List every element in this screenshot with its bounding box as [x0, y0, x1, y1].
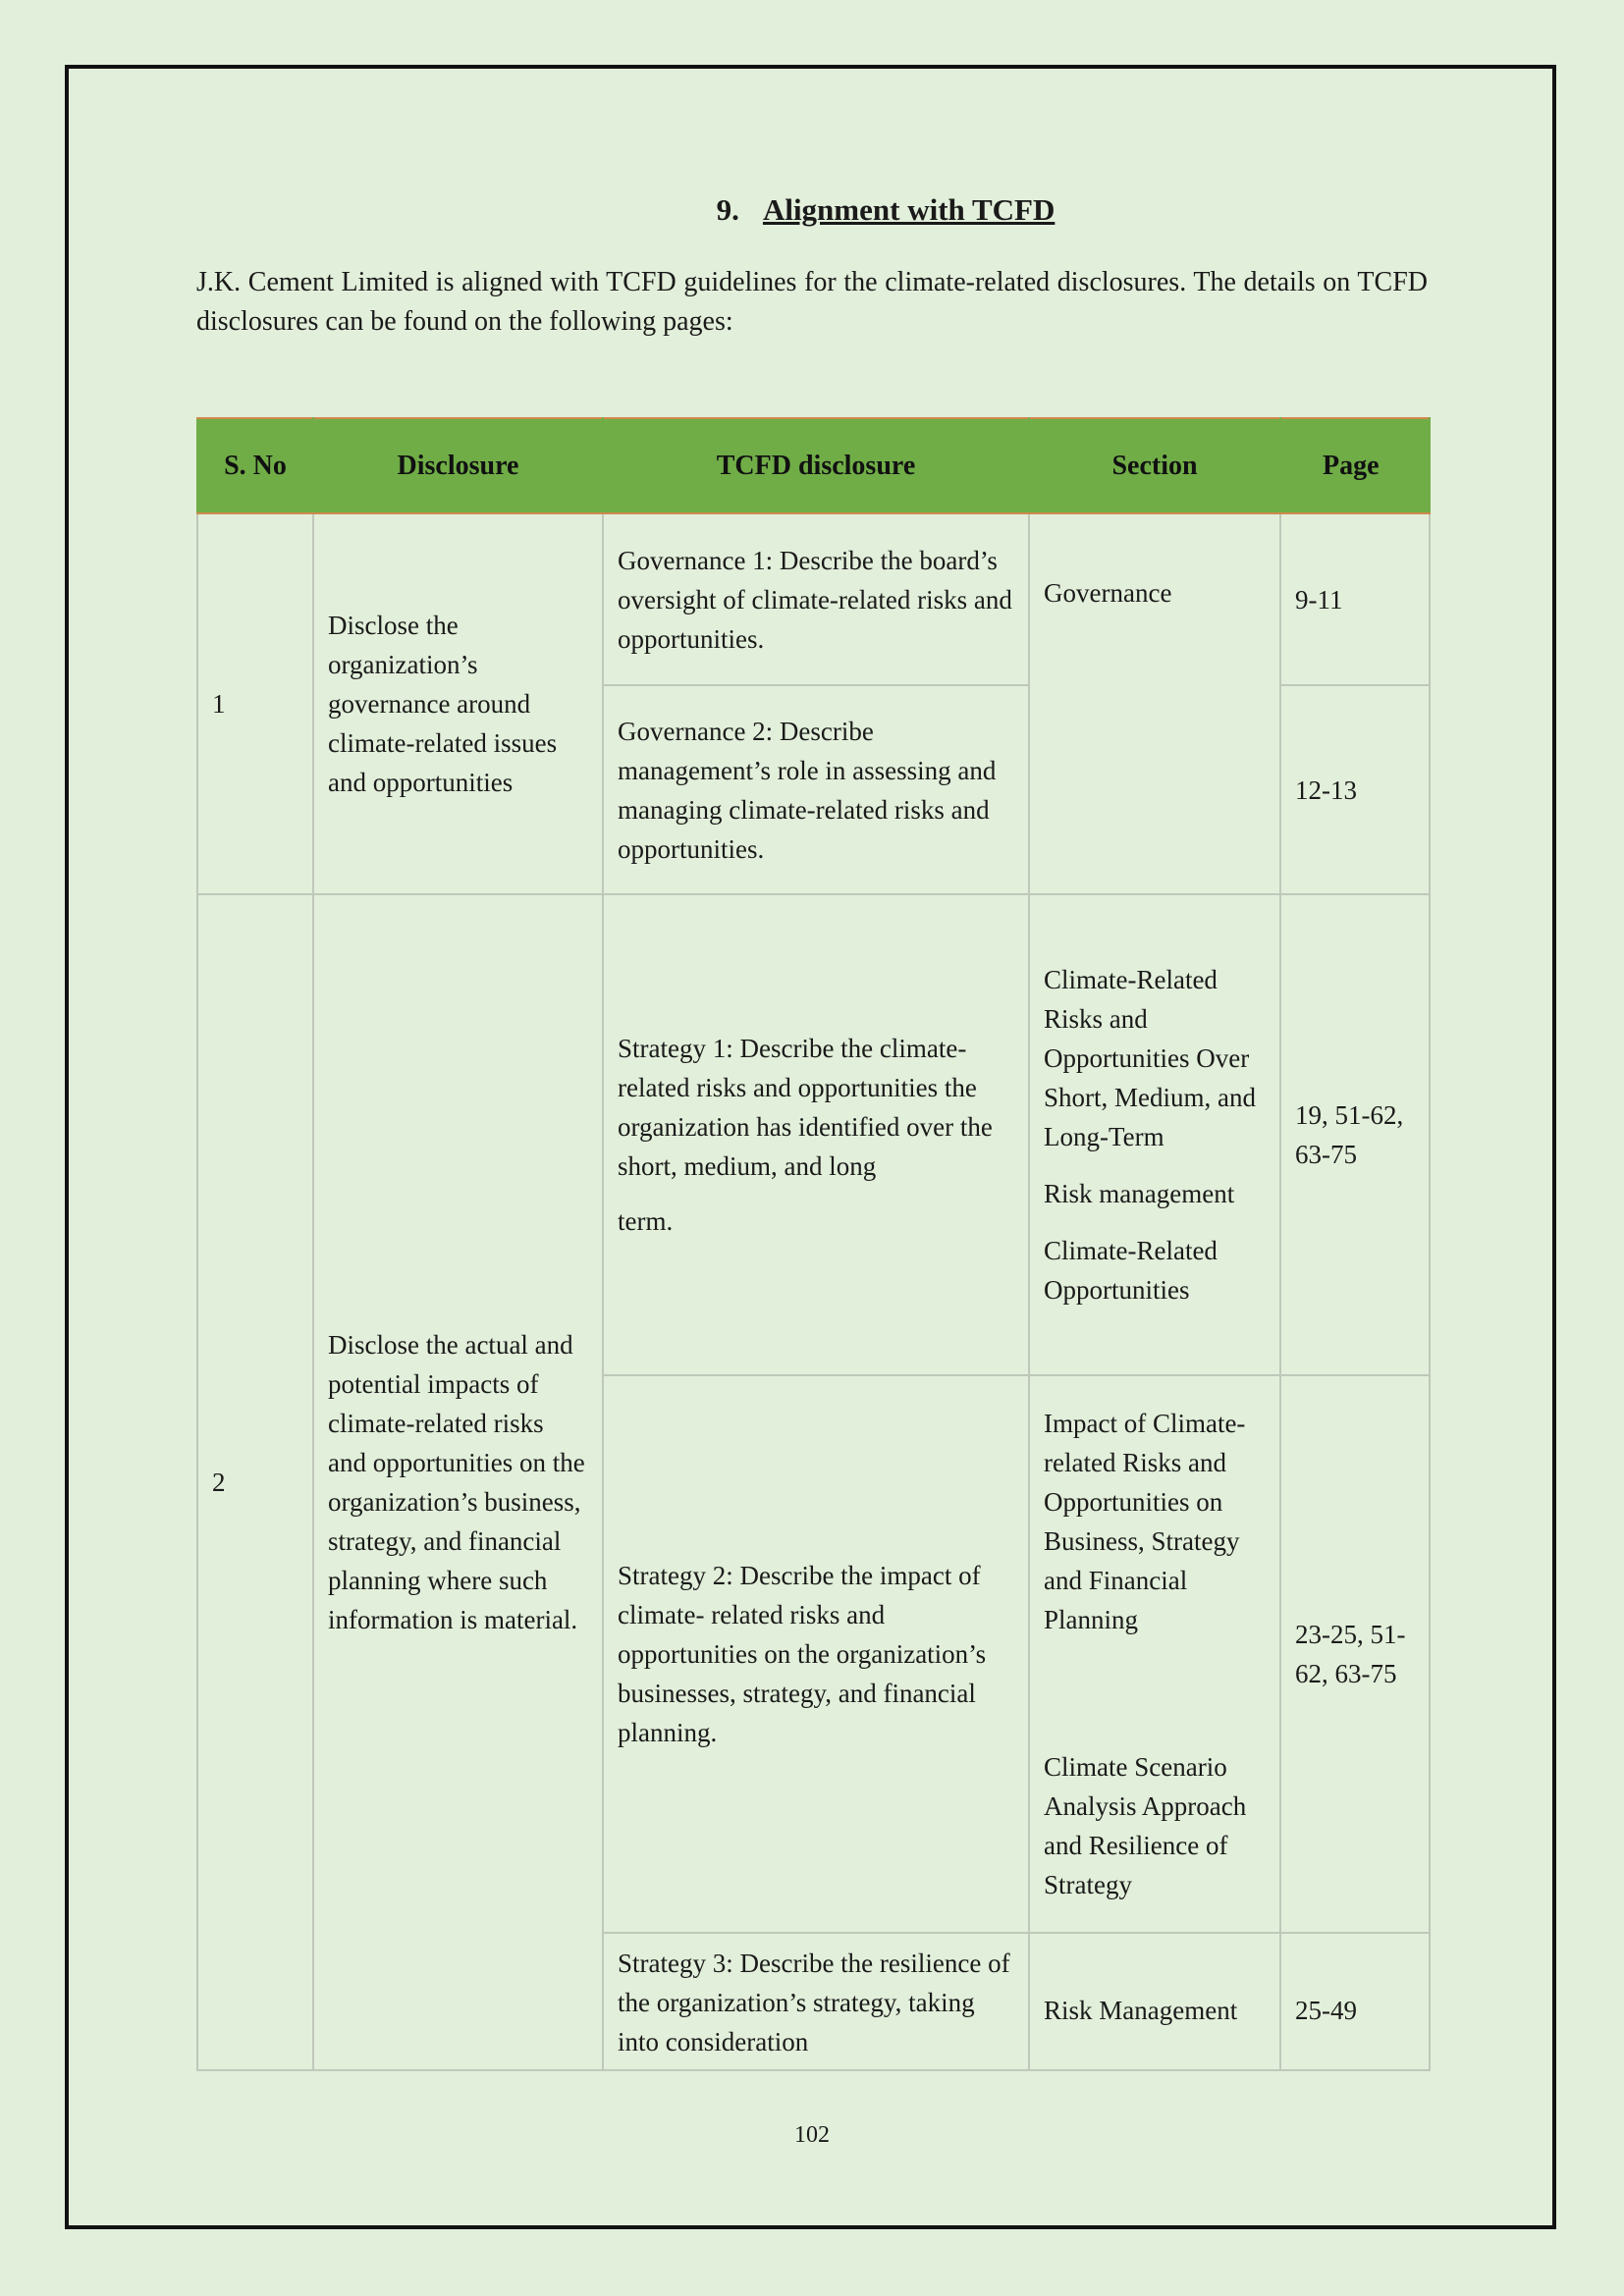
tcfd-disclosure-cell: Strategy 3: Describe the resilience of the organization’s strategy, taking into consideration: [603, 1933, 1029, 2070]
tcfd-disclosure-cell: Governance 2: Describe management’s role in assessing and managing climate-related risks and opportunities.: [603, 685, 1029, 894]
tcfd-disclosure-cell: Governance 1: Describe the board’s oversight of climate-related risks and opportunities.: [603, 513, 1029, 685]
disclosure-cell: Disclose the actual and potential impacts of climate-related risks and opportunities on the organization’s business, strategy, and financial planning where such information is material.: [313, 894, 603, 2070]
section-cell: Risk Management: [1029, 1933, 1280, 2070]
intro-paragraph: J.K. Cement Limited is aligned with TCFD guidelines for the climate-related disclosures. The details on TCFD disclosures can be found on the following pages:: [196, 267, 1428, 337]
section-cell: Governance: [1029, 513, 1280, 894]
sno-cell: 2: [197, 894, 313, 2070]
section-cell: [1029, 894, 1280, 1375]
tcfd-disclosure-cell: Strategy 2: Describe the impact of climate- related risks and opportunities on the organization’s businesses, strategy, and financial planning.: [603, 1375, 1029, 1933]
section-heading: [0, 192, 1624, 228]
tcfd-text-part-1: Strategy 1: Describe the climate-related risks and opportunities the organization has identified over the short, medium, and long: [618, 1034, 993, 1181]
section-line: Impact of Climate-related Risks and Opportunities on Business, Strategy and Financial Planning: [1044, 1409, 1246, 1634]
tcfd-table: [196, 417, 1431, 2071]
page-cell: 9-11: [1280, 513, 1430, 685]
header-section: Section: [1029, 418, 1280, 513]
header-disclosure: Disclosure: [313, 418, 603, 513]
section-number: 9.: [716, 192, 739, 227]
sno-cell: 1: [197, 513, 313, 894]
tcfd-text-part-2: term.: [618, 1206, 674, 1236]
header-tcfd-disclosure: TCFD disclosure: [603, 418, 1029, 513]
header-sno: S. No: [197, 418, 313, 513]
tcfd-disclosure-cell: [603, 894, 1029, 1375]
header-page: Page: [1280, 418, 1430, 513]
section-line: Climate-Related Risks and Opportunities Over Short, Medium, and Long-Term: [1044, 965, 1256, 1151]
section-line: Climate-Related Opportunities: [1044, 1236, 1218, 1305]
page-cell: 19, 51-62, 63-75: [1280, 894, 1430, 1375]
page-cell: 25-49: [1280, 1933, 1430, 2070]
page-number: 102: [794, 2122, 830, 2148]
disclosure-cell: Disclose the organization’s governance around climate-related issues and opportunities: [313, 513, 603, 894]
table-row: [197, 894, 1430, 1375]
section-title: Alignment with TCFD: [762, 192, 1056, 227]
section-line: Risk management: [1044, 1179, 1235, 1208]
section-line: Climate Scenario Analysis Approach and Resilience of Strategy: [1044, 1752, 1247, 1899]
page-cell: 23-25, 51-62, 63-75: [1280, 1375, 1430, 1933]
table-row: [197, 513, 1430, 685]
page-cell: 12-13: [1280, 685, 1430, 894]
section-cell: [1029, 1375, 1280, 1933]
table-header-row: [197, 418, 1430, 513]
